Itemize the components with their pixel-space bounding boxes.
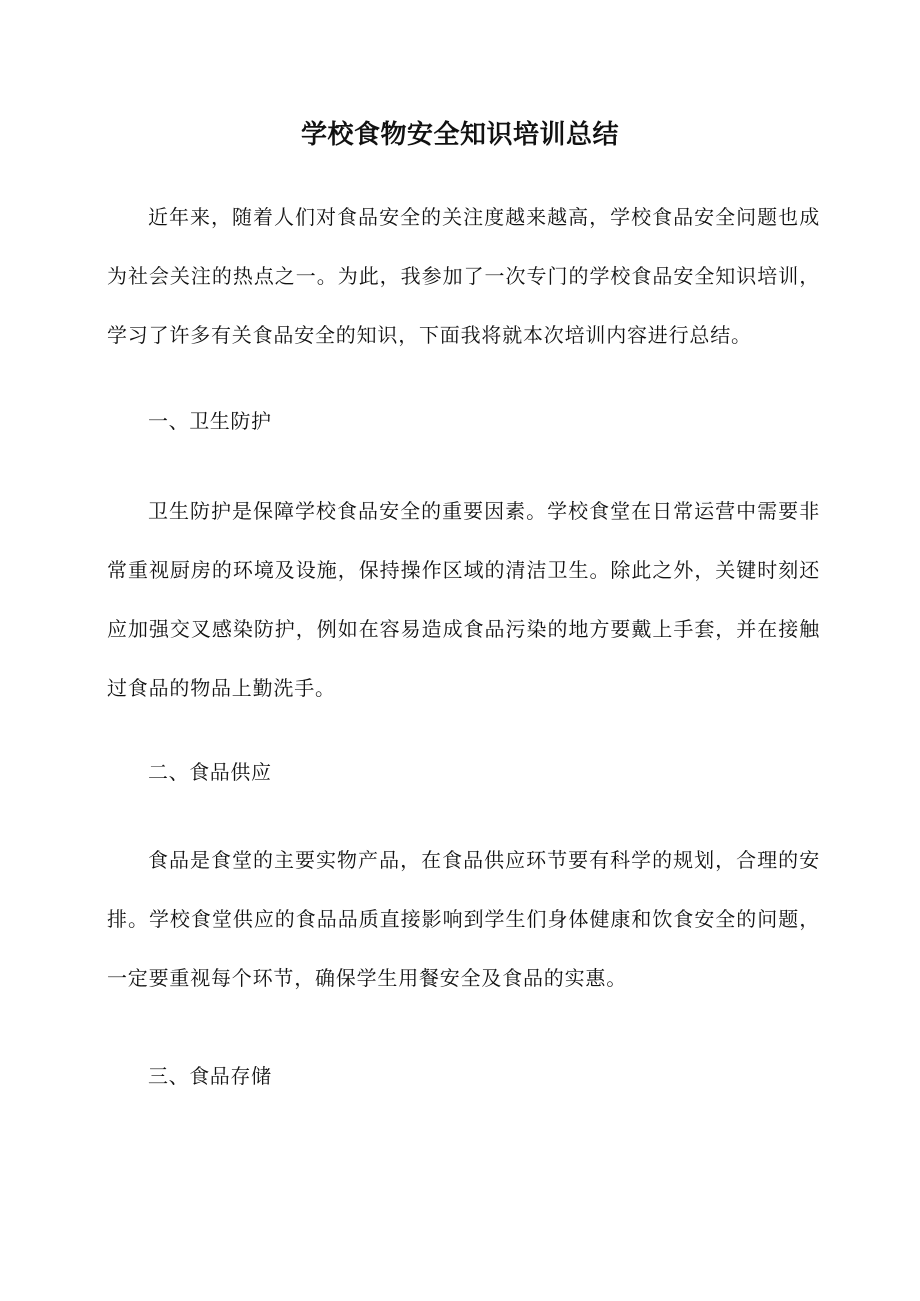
section-heading-hygiene: 一、卫生防护	[148, 409, 272, 433]
section-body-hygiene: 卫生防护是保障学校食品安全的重要因素。学校食堂在日常运营中需要非常重视厨房的环境及设施，保持操作区域的清洁卫生。除此之外，关键时刻还应加强交叉感染防护，例如在容易造成食品污染的地方要戴上手套，并在接触过食品的物品上勤洗手。	[107, 499, 820, 700]
section-body-supply: 食品是食堂的主要实物产品，在食品供应环节要有科学的规划，合理的安排。学校食堂供应的食品品质直接影响到学生们身体健康和饮食安全的问题，一定要重视每个环节，确保学生用餐安全及食品的实惠。	[107, 848, 820, 990]
section-heading-storage: 三、食品存储	[148, 1064, 272, 1088]
document-title: 学校食物安全知识培训总结	[300, 120, 619, 151]
section-heading-supply: 二、食品供应	[148, 760, 272, 784]
intro-paragraph: 近年来，随着人们对食品安全的关注度越来越高，学校食品安全问题也成为社会关注的热点之一。为此，我参加了一次专门的学校食品安全知识培训，学习了许多有关食品安全的知识，下面我将就本次培训内容进行总结。	[107, 205, 820, 347]
